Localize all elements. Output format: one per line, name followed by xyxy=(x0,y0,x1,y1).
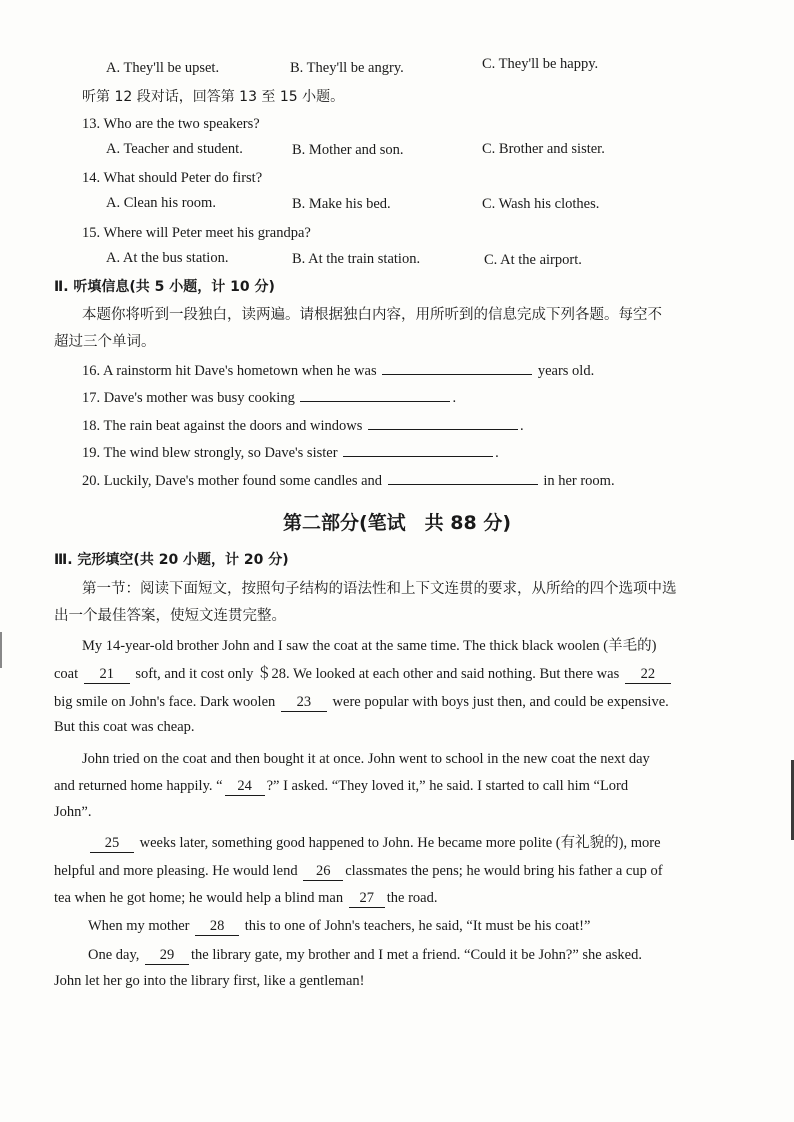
part3-instruction-line2: 出一个最佳答案，使短文连贯完整。 xyxy=(54,608,286,624)
part2-instruction-line1: 本题你将听到一段独白，读两遍。请根据独白内容，用所听到的信息完成下列各题。每空不 xyxy=(82,307,662,323)
part2-instruction-line2: 超过三个单词。 xyxy=(54,334,156,350)
q14-option-a: A. Clean his room. xyxy=(106,195,216,211)
q13-option-a: A. Teacher and student. xyxy=(106,141,243,157)
passage-text: big smile on John's face. Dark woolen xyxy=(54,694,276,710)
passage-text: the road. xyxy=(386,890,438,906)
q16-item xyxy=(82,360,594,381)
q13-stem: 13. Who are the two speakers? xyxy=(82,116,260,132)
q13-option-c: C. Brother and sister. xyxy=(482,141,605,157)
q15-option-a: A. At the bus station. xyxy=(106,250,229,266)
passage-text: When my mother xyxy=(88,918,190,934)
q17-text-after: . xyxy=(452,390,457,406)
passage-p4-line1 xyxy=(88,912,590,941)
part2-title: Ⅱ. 听填信息(共 5 小题，计 10 分) xyxy=(54,279,275,295)
q16-answer-blank[interactable] xyxy=(382,360,532,375)
passage-text: classmates the pens; he would bring his father a cup of xyxy=(345,863,663,879)
blank-28[interactable]: 28 xyxy=(195,917,239,936)
q20-text-before: 20. Luckily, Dave's mother found some candles and xyxy=(82,473,383,489)
passage-text: this to one of John's teachers, he said, “It must be his coat!” xyxy=(244,918,591,934)
q14-option-b: B. Make his bed. xyxy=(292,196,391,212)
q17-item xyxy=(82,387,456,408)
part3-title: Ⅲ. 完形填空(共 20 小题，计 20 分) xyxy=(54,552,289,568)
q14-option-c: C. Wash his clothes. xyxy=(482,196,600,212)
q18-item xyxy=(82,415,524,436)
blank-29[interactable]: 29 xyxy=(145,946,189,965)
blank-25[interactable]: 25 xyxy=(90,834,134,853)
scan-edge-mark xyxy=(0,632,2,668)
q12-option-b: B. They'll be angry. xyxy=(290,60,404,76)
q16-text-after: years old. xyxy=(537,363,595,379)
passage-text: soft, and it cost only ＄28. We looked at each other and said nothing. But there was xyxy=(135,666,620,682)
written-part-title: 第二部分(笔试 共 88 分) xyxy=(282,512,512,534)
q16-text-before: 16. A rainstorm hit Dave's hometown when he was xyxy=(82,363,377,379)
part3-instruction-line1: 第一节：阅读下面短文，按照句子结构的语法性和上下文连贯的要求，从所给的四个选项中选 xyxy=(82,581,677,597)
q19-answer-blank[interactable] xyxy=(343,442,493,457)
q18-text-before: 18. The rain beat against the doors and windows xyxy=(82,418,363,434)
passage-p2-line2 xyxy=(54,772,628,801)
passage-p3-line3 xyxy=(54,884,437,913)
passage-p5-line2: John let her go into the library first, like a gentleman! xyxy=(54,973,365,989)
passage-text: ?” I asked. “They loved it,” he said. I started to call him “Lord xyxy=(266,778,629,794)
passage-p2-line3: John”. xyxy=(54,804,92,820)
passage-text: tea when he got home; he would help a blind man xyxy=(54,890,344,906)
dialogue-12-intro: 听第 12 段对话，回答第 13 至 15 小题。 xyxy=(82,89,345,105)
q17-text-before: 17. Dave's mother was busy cooking xyxy=(82,390,295,406)
passage-p1-line1: My 14-year-old brother John and I saw the coat at the same time. The thick black woolen (羊毛的) xyxy=(82,638,657,654)
blank-24[interactable]: 24 xyxy=(225,777,265,796)
q20-answer-blank[interactable] xyxy=(388,470,538,485)
passage-p1-line2 xyxy=(54,660,673,689)
q20-item xyxy=(82,470,615,491)
passage-p1-line4: But this coat was cheap. xyxy=(54,719,195,735)
passage-text: were popular with boys just then, and could be expensive. xyxy=(332,694,669,710)
q15-stem: 15. Where will Peter meet his grandpa? xyxy=(82,225,311,241)
passage-p3-line1 xyxy=(88,829,661,858)
passage-p2-line1: John tried on the coat and then bought it at once. John went to school in the new coat the next day xyxy=(82,751,650,767)
passage-p3-line2 xyxy=(54,857,663,886)
q19-text-before: 19. The wind blew strongly, so Dave's sister xyxy=(82,445,338,461)
q14-stem: 14. What should Peter do first? xyxy=(82,170,263,186)
q13-option-b: B. Mother and son. xyxy=(292,142,404,158)
blank-23[interactable]: 23 xyxy=(281,693,327,712)
blank-26[interactable]: 26 xyxy=(303,862,343,881)
q12-option-c: C. They'll be happy. xyxy=(482,56,599,72)
q17-answer-blank[interactable] xyxy=(300,387,450,402)
passage-text: weeks later, something good happened to John. He became more polite (有礼貌的), more xyxy=(139,835,661,851)
q18-text-after: . xyxy=(520,418,524,434)
passage-text: helpful and more pleasing. He would lend xyxy=(54,863,298,879)
passage-p5-line1 xyxy=(88,941,642,970)
q18-answer-blank[interactable] xyxy=(368,415,518,430)
q12-option-a: A. They'll be upset. xyxy=(106,60,220,76)
blank-27[interactable]: 27 xyxy=(349,889,385,908)
q19-item xyxy=(82,442,499,463)
q15-option-c: C. At the airport. xyxy=(484,252,582,268)
q20-text-after: in her room. xyxy=(543,473,615,489)
passage-text: One day, xyxy=(88,947,140,963)
q15-option-b: B. At the train station. xyxy=(292,251,421,267)
blank-22[interactable]: 22 xyxy=(625,665,671,684)
blank-21[interactable]: 21 xyxy=(84,665,130,684)
q19-text-after: . xyxy=(495,445,499,461)
passage-text: and returned home happily. “ xyxy=(54,778,223,794)
passage-text: the library gate, my brother and I met a friend. “Could it be John?” she asked. xyxy=(191,947,642,963)
passage-text: coat xyxy=(54,666,79,682)
